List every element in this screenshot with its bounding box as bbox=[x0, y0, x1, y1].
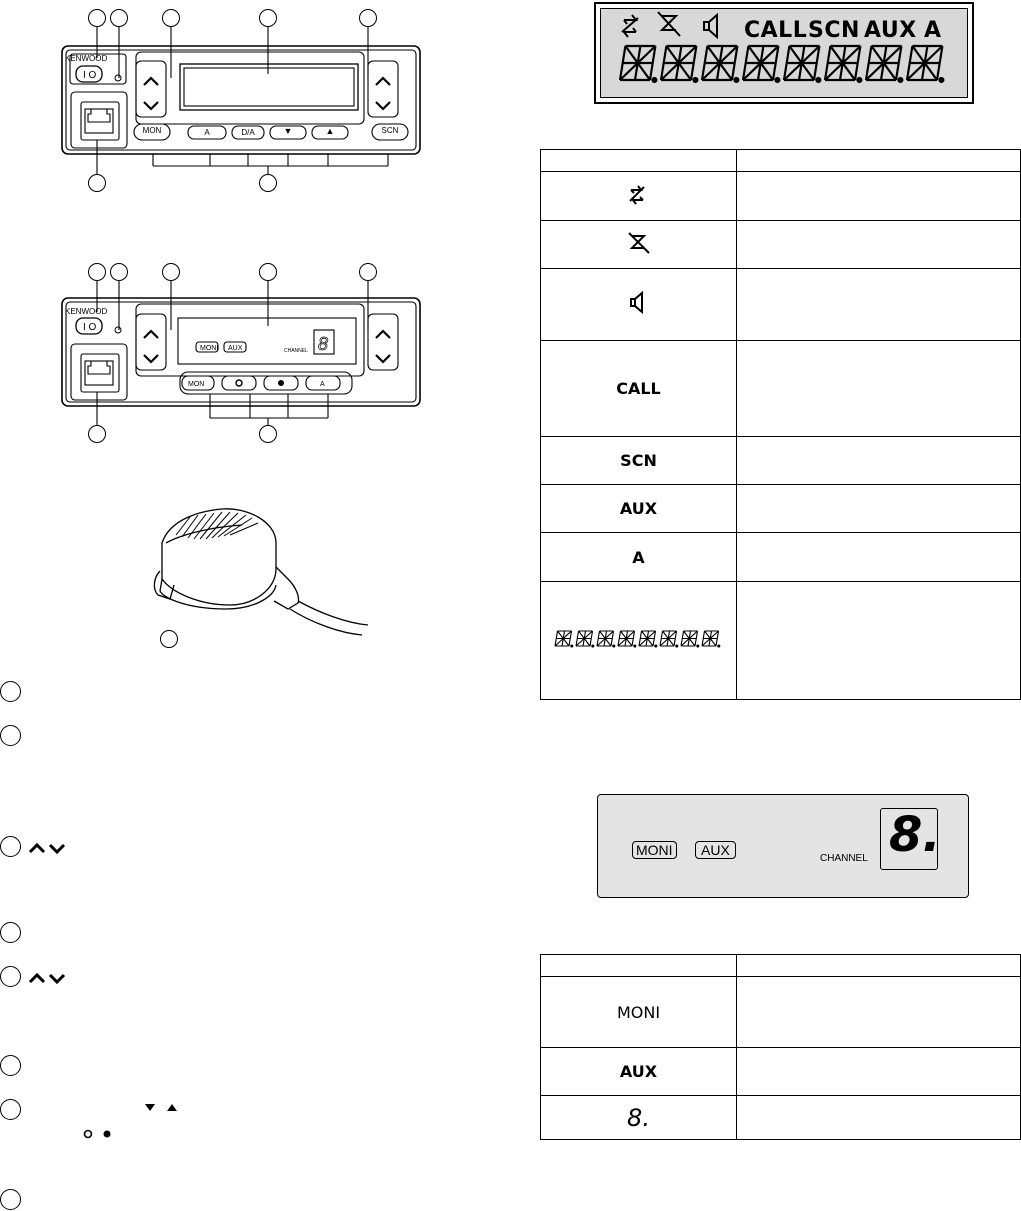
callout-circle bbox=[88, 425, 106, 443]
table-row-aux: AUX bbox=[541, 1048, 737, 1096]
table-header-cell bbox=[737, 955, 1021, 977]
svg-text:AUX: AUX bbox=[228, 345, 243, 352]
table-row-scn: SCN bbox=[541, 437, 737, 485]
segment-digit bbox=[743, 46, 779, 82]
list-number-circle bbox=[0, 1055, 21, 1076]
segment-digit bbox=[866, 46, 902, 82]
radio-panel-1-drawing bbox=[60, 6, 430, 196]
key-mon: MON bbox=[142, 126, 162, 135]
speaker-icon bbox=[626, 291, 652, 315]
svg-text:8: 8 bbox=[318, 334, 329, 354]
key-d-a: D/A bbox=[241, 128, 255, 137]
svg-text:MON: MON bbox=[188, 381, 205, 388]
segment-digit bbox=[681, 631, 699, 647]
indicator-table-2 bbox=[540, 954, 1021, 1140]
key-scn: SCN bbox=[381, 126, 399, 135]
aux-indicator: AUX bbox=[695, 841, 736, 859]
indicator-table-1 bbox=[540, 149, 1021, 700]
segment-digit bbox=[784, 46, 820, 82]
lcd-segment-row bbox=[594, 2, 974, 104]
callout-circle bbox=[160, 630, 178, 648]
down-up-key-icons bbox=[144, 1101, 184, 1113]
svg-text:KENWOOD: KENWOOD bbox=[65, 307, 108, 316]
table-header-cell bbox=[541, 150, 737, 172]
list-number-circle bbox=[0, 725, 21, 746]
table-row-no-ring bbox=[541, 221, 737, 269]
segment-digit bbox=[661, 46, 697, 82]
segment-display-icon bbox=[549, 627, 729, 651]
callout-circle bbox=[259, 425, 277, 443]
lcd-aux-label: AUX bbox=[864, 18, 917, 43]
segment-digit bbox=[825, 46, 861, 82]
list-number-circle bbox=[0, 1099, 21, 1120]
up-down-arrows-icon bbox=[28, 838, 78, 858]
microphone-drawing bbox=[150, 505, 380, 650]
svg-text:MONI: MONI bbox=[200, 345, 219, 352]
key-down: ▼ bbox=[283, 126, 293, 136]
segment-digit bbox=[702, 631, 720, 647]
callout-circle bbox=[259, 174, 277, 192]
table-row-a: A bbox=[541, 533, 737, 582]
lcd-call-label: CALL bbox=[744, 18, 808, 43]
lcd-display-full bbox=[594, 2, 974, 104]
segment-digit bbox=[702, 46, 738, 82]
svg-text:I O: I O bbox=[83, 70, 97, 81]
radio-panel-2-drawing bbox=[60, 262, 430, 452]
moni-indicator: MONI bbox=[632, 841, 677, 859]
brand-label: KENWOOD bbox=[65, 54, 108, 63]
list-number-circle bbox=[0, 922, 21, 943]
table-row-call: CALL bbox=[541, 341, 737, 437]
table-row-segment bbox=[541, 582, 737, 700]
key-up: ▲ bbox=[325, 126, 335, 136]
no-ring-icon bbox=[626, 231, 652, 255]
radio-front-panel-1 bbox=[60, 6, 430, 196]
key-a: A bbox=[204, 128, 210, 137]
table-row-moni: MONI bbox=[541, 977, 737, 1048]
segment-digit bbox=[660, 631, 678, 647]
table-row-scan-revert bbox=[541, 172, 737, 221]
list-number-circle bbox=[0, 681, 21, 702]
table-row-channel-digit: 8. bbox=[541, 1096, 737, 1140]
table-header-cell bbox=[737, 150, 1021, 172]
channel-label: CHANNEL bbox=[820, 853, 868, 864]
channel-digit-box bbox=[880, 807, 941, 870]
lcd-display-simple bbox=[597, 794, 969, 898]
lcd-a-label: A bbox=[924, 18, 942, 43]
radio-front-panel-2 bbox=[60, 262, 430, 452]
svg-text:A: A bbox=[320, 381, 325, 388]
segment-digit bbox=[576, 631, 594, 647]
callout-circle bbox=[88, 174, 106, 192]
up-down-arrows-icon bbox=[28, 968, 78, 988]
segment-digit bbox=[555, 631, 573, 647]
lcd-scn-label: SCN bbox=[808, 18, 860, 43]
segment-digit bbox=[618, 631, 636, 647]
svg-text:CHANNEL: CHANNEL bbox=[284, 348, 308, 354]
channel-digit: 8. bbox=[889, 807, 941, 863]
segment-digit bbox=[620, 46, 656, 82]
table-row-speaker bbox=[541, 269, 737, 341]
list-number-circle bbox=[0, 836, 21, 857]
segment-digit bbox=[907, 46, 943, 82]
microphone-illustration bbox=[150, 505, 380, 650]
svg-text:I O: I O bbox=[83, 322, 97, 333]
circle-dot-key-icons bbox=[82, 1127, 122, 1139]
list-number-circle bbox=[0, 1189, 21, 1210]
list-number-circle bbox=[0, 966, 21, 987]
table-row-aux: AUX bbox=[541, 485, 737, 533]
segment-digit bbox=[597, 631, 615, 647]
table-header-cell bbox=[541, 955, 737, 977]
segment-digit bbox=[639, 631, 657, 647]
scan-revert-icon bbox=[626, 182, 652, 206]
